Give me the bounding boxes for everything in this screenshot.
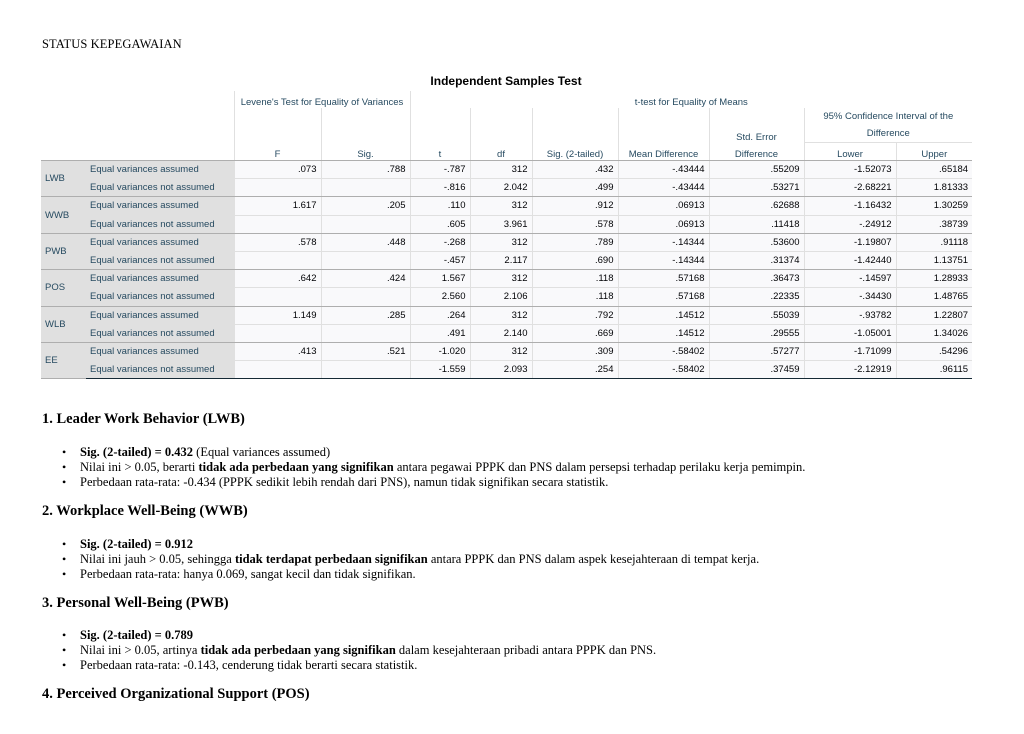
- col-f: F: [234, 143, 321, 161]
- cell-sig: [321, 215, 410, 233]
- col-df: df: [470, 143, 532, 161]
- text-segment: Perbedaan rata-rata: hanya 0.069, sangat kecil dan tidak signifikan.: [80, 567, 416, 581]
- cell-lower: -1.16432: [804, 197, 896, 215]
- cell-F: .073: [234, 161, 321, 179]
- bold-text: Sig. (2-tailed) = 0.789: [80, 628, 194, 642]
- cell-sig: [321, 324, 410, 342]
- col-t: t: [410, 143, 470, 161]
- variance-assumption-label: Equal variances not assumed: [86, 361, 234, 379]
- cell-lower: -1.19807: [804, 233, 896, 251]
- bullet-item: [62, 643, 656, 658]
- variance-assumption-label: Equal variances not assumed: [86, 324, 234, 342]
- cell-df: 2.117: [470, 251, 532, 269]
- bullet-item: [62, 445, 805, 460]
- section-heading: 3. Personal Well-Being (PWB): [42, 595, 229, 611]
- cell-sig2: .118: [532, 270, 618, 288]
- cell-lower: -1.05001: [804, 324, 896, 342]
- cell-df: 2.106: [470, 288, 532, 306]
- cell-sig: .285: [321, 306, 410, 324]
- table-row: [41, 233, 972, 251]
- text-segment: (Equal variances assumed): [193, 445, 331, 459]
- cell-sig2: .792: [532, 306, 618, 324]
- cell-F: [234, 215, 321, 233]
- cell-upper: 1.30259: [896, 197, 972, 215]
- variance-assumption-label: Equal variances assumed: [86, 197, 234, 215]
- cell-upper: 1.34026: [896, 324, 972, 342]
- section-heading: 1. Leader Work Behavior (LWB): [42, 411, 245, 427]
- cell-lower: -.93782: [804, 306, 896, 324]
- cell-t: -.457: [410, 251, 470, 269]
- cell-df: 312: [470, 233, 532, 251]
- table-row: [41, 270, 972, 288]
- cell-upper: 1.28933: [896, 270, 972, 288]
- cell-se: .53271: [709, 179, 804, 197]
- cell-F: .578: [234, 233, 321, 251]
- cell-sig: .205: [321, 197, 410, 215]
- cell-t: .110: [410, 197, 470, 215]
- cell-md: -.43444: [618, 179, 709, 197]
- cell-df: 312: [470, 161, 532, 179]
- table-row: [41, 197, 972, 215]
- bold-text: Sig. (2-tailed) = 0.912: [80, 537, 194, 551]
- cell-lower: -1.71099: [804, 342, 896, 360]
- bold-text: tidak ada perbedaan yang signifikan: [200, 643, 396, 657]
- cell-F: 1.149: [234, 306, 321, 324]
- cell-md: -.14344: [618, 251, 709, 269]
- cell-md: .14512: [618, 324, 709, 342]
- bullet-list: [62, 537, 759, 582]
- cell-se: .62688: [709, 197, 804, 215]
- cell-se: .22335: [709, 288, 804, 306]
- table-row: [41, 179, 972, 197]
- cell-F: .642: [234, 270, 321, 288]
- variable-label: EE: [41, 342, 86, 378]
- cell-md: -.43444: [618, 161, 709, 179]
- bullet-item: [62, 567, 759, 582]
- cell-F: [234, 251, 321, 269]
- text-segment: Perbedaan rata-rata: -0.143, cenderung tidak berarti secara statistik.: [80, 658, 418, 672]
- ci-header: 95% Confidence Interval of the Difference: [804, 108, 972, 143]
- cell-sig: .521: [321, 342, 410, 360]
- cell-md: .06913: [618, 197, 709, 215]
- cell-sig2: .690: [532, 251, 618, 269]
- cell-lower: -.14597: [804, 270, 896, 288]
- table-row: [41, 161, 972, 179]
- bullet-list: [62, 445, 805, 490]
- cell-se: .37459: [709, 361, 804, 379]
- cell-sig2: .499: [532, 179, 618, 197]
- cell-df: 2.140: [470, 324, 532, 342]
- bullet-list: [62, 628, 656, 673]
- text-segment: Nilai ini > 0.05, artinya: [80, 643, 201, 657]
- bold-text: tidak ada perbedaan yang signifikan: [198, 460, 394, 474]
- cell-lower: -.24912: [804, 215, 896, 233]
- variable-label: WLB: [41, 306, 86, 342]
- cell-sig2: .254: [532, 361, 618, 379]
- cell-sig: .448: [321, 233, 410, 251]
- text-segment: Nilai ini jauh > 0.05, sehingga: [80, 552, 235, 566]
- cell-md: -.14344: [618, 233, 709, 251]
- cell-sig2: .669: [532, 324, 618, 342]
- cell-F: [234, 288, 321, 306]
- cell-sig2: .789: [532, 233, 618, 251]
- variable-label: LWB: [41, 161, 86, 197]
- table-title: Independent Samples Test: [430, 74, 582, 88]
- table-row: [41, 215, 972, 233]
- ttest-header: t-test for Equality of Means: [410, 91, 972, 108]
- text-segment: Nilai ini > 0.05, berarti: [80, 460, 199, 474]
- cell-F: .413: [234, 342, 321, 360]
- cell-sig: .424: [321, 270, 410, 288]
- cell-md: .57168: [618, 270, 709, 288]
- cell-sig2: .912: [532, 197, 618, 215]
- variance-assumption-label: Equal variances assumed: [86, 270, 234, 288]
- bullet-item: [62, 460, 805, 475]
- variance-assumption-label: Equal variances not assumed: [86, 179, 234, 197]
- table-row: [41, 324, 972, 342]
- cell-lower: -2.12919: [804, 361, 896, 379]
- variance-assumption-label: Equal variances not assumed: [86, 288, 234, 306]
- variance-assumption-label: Equal variances not assumed: [86, 215, 234, 233]
- col-std-error-2: Difference: [709, 143, 804, 161]
- bullet-item: [62, 628, 656, 643]
- cell-t: -1.559: [410, 361, 470, 379]
- text-segment: antara pegawai PPPK dan PNS dalam persepsi terhadap perilaku kerja pemimpin.: [393, 460, 806, 474]
- cell-df: 312: [470, 306, 532, 324]
- cell-t: -.268: [410, 233, 470, 251]
- table-row: [41, 306, 972, 324]
- cell-F: [234, 361, 321, 379]
- cell-sig2: .432: [532, 161, 618, 179]
- cell-df: 312: [470, 270, 532, 288]
- section-heading: 2. Workplace Well-Being (WWB): [42, 503, 248, 519]
- cell-df: 312: [470, 342, 532, 360]
- cell-df: 3.961: [470, 215, 532, 233]
- table-row: [41, 361, 972, 379]
- variable-label: WWB: [41, 197, 86, 233]
- variance-assumption-label: Equal variances not assumed: [86, 251, 234, 269]
- cell-md: .57168: [618, 288, 709, 306]
- cell-lower: -2.68221: [804, 179, 896, 197]
- bullet-item: [62, 658, 656, 673]
- col-upper: Upper: [896, 143, 972, 161]
- cell-se: .11418: [709, 215, 804, 233]
- variable-label: PWB: [41, 233, 86, 269]
- cell-F: [234, 179, 321, 197]
- table-row: [41, 288, 972, 306]
- cell-sig: [321, 288, 410, 306]
- cell-md: .06913: [618, 215, 709, 233]
- variance-assumption-label: Equal variances assumed: [86, 342, 234, 360]
- table-row: [41, 251, 972, 269]
- section-heading: 4. Perceived Organizational Support (POS): [42, 686, 310, 702]
- cell-F: [234, 324, 321, 342]
- cell-t: 1.567: [410, 270, 470, 288]
- cell-se: .36473: [709, 270, 804, 288]
- cell-F: 1.617: [234, 197, 321, 215]
- cell-upper: .96115: [896, 361, 972, 379]
- bullet-item: [62, 475, 805, 490]
- cell-sig: .788: [321, 161, 410, 179]
- cell-upper: 1.48765: [896, 288, 972, 306]
- col-lower: Lower: [804, 143, 896, 161]
- cell-upper: 1.81333: [896, 179, 972, 197]
- bullet-item: [62, 537, 759, 552]
- variance-assumption-label: Equal variances assumed: [86, 161, 234, 179]
- cell-t: -.787: [410, 161, 470, 179]
- cell-sig: [321, 179, 410, 197]
- variable-label: POS: [41, 270, 86, 306]
- cell-sig2: .578: [532, 215, 618, 233]
- col-std-error-1: Std. Error: [709, 125, 804, 142]
- cell-se: .29555: [709, 324, 804, 342]
- cell-upper: 1.22807: [896, 306, 972, 324]
- cell-se: .31374: [709, 251, 804, 269]
- bullet-item: [62, 552, 759, 567]
- cell-upper: .54296: [896, 342, 972, 360]
- document-title: STATUS KEPEGAWAIAN: [42, 37, 182, 51]
- cell-df: 312: [470, 197, 532, 215]
- cell-se: .55039: [709, 306, 804, 324]
- cell-lower: -1.42440: [804, 251, 896, 269]
- text-segment: dalam kesejahteraan pribadi antara PPPK dan PNS.: [395, 643, 657, 657]
- cell-t: .491: [410, 324, 470, 342]
- bold-text: Sig. (2-tailed) = 0.432: [80, 445, 194, 459]
- cell-sig2: .309: [532, 342, 618, 360]
- cell-upper: .38739: [896, 215, 972, 233]
- cell-se: .55209: [709, 161, 804, 179]
- col-mean-difference: Mean Difference: [618, 143, 709, 161]
- cell-se: .57277: [709, 342, 804, 360]
- variance-assumption-label: Equal variances assumed: [86, 306, 234, 324]
- cell-sig2: .118: [532, 288, 618, 306]
- levene-header: Levene's Test for Equality of Variances: [234, 91, 410, 108]
- cell-sig: [321, 251, 410, 269]
- cell-upper: .65184: [896, 161, 972, 179]
- cell-df: 2.093: [470, 361, 532, 379]
- cell-md: -.58402: [618, 342, 709, 360]
- cell-lower: -.34430: [804, 288, 896, 306]
- cell-upper: 1.13751: [896, 251, 972, 269]
- cell-df: 2.042: [470, 179, 532, 197]
- cell-se: .53600: [709, 233, 804, 251]
- bold-text: tidak terdapat perbedaan signifikan: [234, 552, 428, 566]
- cell-t: -1.020: [410, 342, 470, 360]
- cell-upper: .91118: [896, 233, 972, 251]
- text-segment: antara PPPK dan PNS dalam aspek kesejahteraan di tempat kerja.: [427, 552, 760, 566]
- cell-t: .605: [410, 215, 470, 233]
- variance-assumption-label: Equal variances assumed: [86, 233, 234, 251]
- cell-t: 2.560: [410, 288, 470, 306]
- cell-md: -.58402: [618, 361, 709, 379]
- text-segment: Perbedaan rata-rata: -0.434 (PPPK sedikit lebih rendah dari PNS), namun tidak signifikan secara statistik.: [80, 475, 609, 489]
- header-blank: [41, 91, 234, 108]
- cell-t: -.816: [410, 179, 470, 197]
- cell-md: .14512: [618, 306, 709, 324]
- cell-sig: [321, 361, 410, 379]
- cell-lower: -1.52073: [804, 161, 896, 179]
- cell-t: .264: [410, 306, 470, 324]
- col-sig-2tailed: Sig. (2-tailed): [532, 143, 618, 161]
- table-row: [41, 342, 972, 360]
- col-sig: Sig.: [321, 143, 410, 161]
- independent-samples-table: [41, 91, 972, 379]
